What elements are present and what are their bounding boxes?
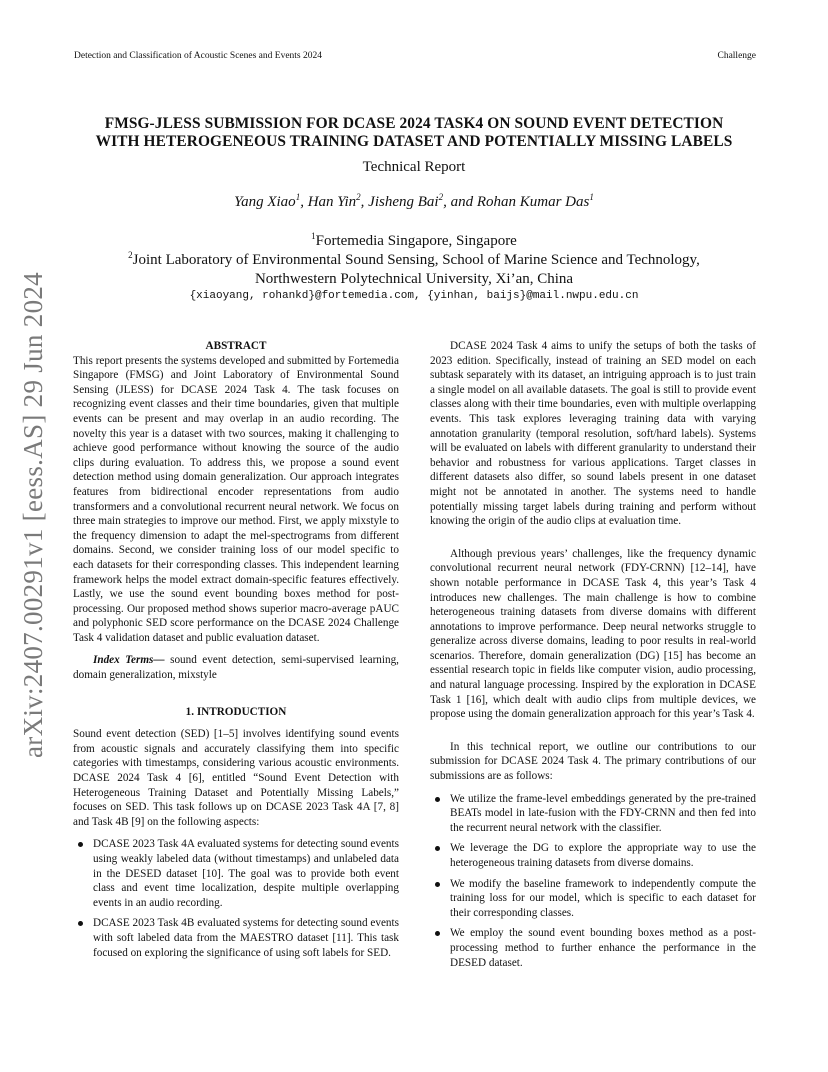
- introduction-heading: 1. INTRODUCTION: [185, 705, 287, 718]
- running-header-left: Detection and Classification of Acoustic Scenes and Events 2024: [74, 51, 322, 61]
- left-column: [73, 339, 399, 966]
- author-4: Rohan Kumar Das$^1$: [476, 192, 594, 210]
- affiliation-2: $^2$Joint Laboratory of Environmental Sound Sensing, School of Marine Science and Technology,: [128, 250, 700, 268]
- list-item: DCASE 2023 Task 4B evaluated systems for detecting sound events with soft labeled data from the MAESTRO dataset [11]. This task focused on exploring the significance of using soft labels for SED.: [73, 916, 399, 960]
- list-item: We employ the sound event bounding boxes method as a post-processing method to further enhance the performance in the DESED dataset.: [430, 926, 756, 970]
- author-2: Han Yin$^2$,: [307, 192, 369, 210]
- running-header-right: Challenge: [717, 51, 756, 61]
- abstract-text: This report presents the systems developed and submitted by Fortemedia Singapore (FMSG) and Joint Laboratory of Environmental Sound Sensing (JLESS) for DCASE 2024 Task 4. The task focuses on recognizing event classes and their time boundaries, given that multiple events can be present and may overlap in an audio recording. The novelty this year is a dataset with two sources, making it challenging to achieve good performance without knowing the source of the audio clips during evaluation. To address this, we propose a sound event detection method using domain generalization. Our approach integrates features from bidirectional encoder representations from audio transformers and a convolutional recurrent neural network. We focus on three main strategies to improve our method. First, we apply mixstyle to the frequency dimension to adapt the mel-spectrograms from different domains. Second, we consider training loss of our model specific to each datasets for their corresponding classes. This independent learning framework helps the model extract domain-specific features effectively. Lastly, we use the sound event bounding boxes method for post-processing. Our proposed method shows superior macro-average pAUC and polyphonic SED score performance on the DCASE 2024 Challenge Task 4 validation dataset and public evaluation dataset.: [73, 354, 399, 644]
- abstract-heading: ABSTRACT: [205, 340, 267, 352]
- right-para-2: Although previous years’ challenges, like the frequency dynamic convolutional recurrent neural network (FDY-CRNN) [12–14], have shown notable performance in DCASE Task 4, this year’s Task 4 introduces new challenges. The main challenge is how to combine heterogeneous training datasets from diverse domains with different annotations to improve performance. Deep neural networks struggle to generalize across diverse domains, leading to poor results in real-world scenarios. Therefore, domain generalization (DG) [15] has become an essential research topic in fields like computer vision, audio processing, and natural language processing. Inspired by the exploration in DCASE Task 1 [16], which dealt with audio clips from multiple devices, we propose using the domain generalization approach for this year’s Task 4.: [430, 547, 756, 721]
- list-item: We leverage the DG to explore the appropriate way to use the heterogeneous training datasets from diverse domains.: [430, 841, 756, 870]
- affiliations: [60, 232, 768, 289]
- list-item: DCASE 2023 Task 4A evaluated systems for detecting sound events using weakly labeled data (without timestamps) and unlabeled data in the DESED dataset [10]. The goal was to provide both event class and event time localization, despite multiple overlapping events in an audio recording.: [73, 837, 399, 910]
- right-column: [430, 339, 756, 976]
- introduction-para-1: Sound event detection (SED) [1–5] involves identifying sound events from acoustic signals and accurately classifying them into specific categories with timestamps, considering various acoustic environments. DCASE 2024 Task 4 [6], entitled “Sound Event Detection with Heterogeneous Training Dataset and Potentially Missing Labels,” focuses on SED. This task follows up on DCASE 2023 Task 4A [7, 8] and Task 4B [9] on the following aspects:: [73, 728, 399, 828]
- right-para-3: In this technical report, we outline our contributions to our submission for DCASE 2024 Task 4. The primary contributions of our submissions are as follows:: [430, 740, 756, 783]
- author-emails: {xiaoyang, rohankd}@fortemedia.com, {yinhan, baijs}@mail.nwpu.edu.cn: [189, 290, 639, 302]
- affiliation-1: $^1$Fortemedia Singapore, Singapore: [311, 231, 517, 249]
- contributions-list: [430, 792, 756, 971]
- author-1: Yang Xiao$^1$,: [234, 192, 308, 210]
- intro-bullet-list: [73, 837, 399, 960]
- arxiv-stamp: arXiv:2407.00291v1 [eess.AS] 29 Jun 2024: [18, 272, 48, 758]
- author-3: Jisheng Bai$^2$, and: [368, 192, 477, 210]
- title-line-2: WITH HETEROGENEOUS TRAINING DATASET AND POTENTIALLY MISSING LABELS: [95, 133, 733, 150]
- index-terms: Index Terms— sound event detection, semi-supervised learning, domain generalization, mixstyle: [73, 654, 399, 682]
- paper-subtitle: Technical Report: [362, 159, 466, 175]
- paper-title: [60, 115, 768, 151]
- list-item: We modify the baseline framework to independently compute the training loss for our model, which is specific to each dataset for their corresponding classes.: [430, 877, 756, 921]
- title-line-1: FMSG-JLESS SUBMISSION FOR DCASE 2024 TASK4 ON SOUND EVENT DETECTION: [104, 115, 724, 132]
- list-item: We utilize the frame-level embeddings generated by the pre-trained BEATs model in late-fusion with the FDY-CRNN and then fed into the recurrent neural network with the classifier.: [430, 792, 756, 836]
- author-list: [60, 194, 768, 211]
- affiliation-2-cont: Northwestern Polytechnical University, Xi’an, China: [254, 271, 574, 287]
- right-para-1: DCASE 2024 Task 4 aims to unify the setups of both the tasks of 2023 edition. Specifically, instead of training an SED model on each subtask separately with its dataset, an intriguing approach is to just train a single model on all available datasets. The goal is still to provide event classes along with their time boundaries, even with multiple overlapping events. This task explores leveraging training data with varying annotation granularity (temporal resolution, soft/hard labels). Systems will be evaluated on labels with different granularity to understand their behavior and robustness for various applications. Target classes in different datasets also differ, so sound labels present in one dataset might not be annotated in another. The systems need to handle potentially missing target labels during training and perform without knowing the origin of the audio clips at evaluation time.: [430, 340, 756, 528]
